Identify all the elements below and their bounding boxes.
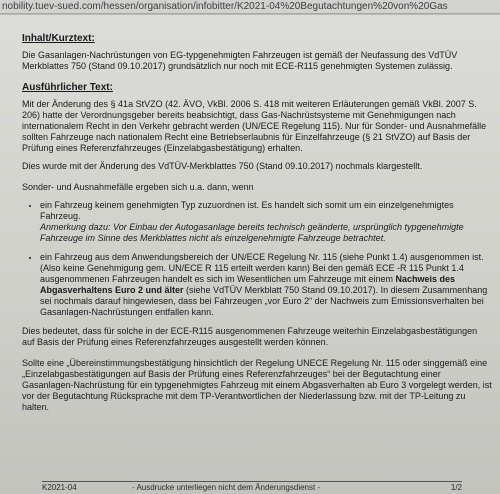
document-content <box>22 33 492 420</box>
paragraph-3: Sonder- und Ausnahmefälle ergeben sich u.a. dann, wenn <box>22 182 254 192</box>
case-list <box>22 200 492 318</box>
list-item <box>40 252 492 318</box>
footer-note: - Ausdrucke unterliegen nicht dem Änderungsdienst - <box>132 483 321 492</box>
document-page <box>0 15 500 494</box>
bullet-1-note: Anmerkung dazu: Vor Einbau der Autogasanlage bereits technisch geänderte, ursprünglich typgenehmigte Fahrzeuge im Sinne des Merkblattes nicht als einzelgenehmigte Fahrzeuge betrachtet. <box>40 222 464 243</box>
paragraph-2: Dies wurde mit der Änderung des VdTÜV-Merkblattes 750 (Stand 09.10.2017) nochmals klargestellt. <box>22 161 423 171</box>
paragraph-4: Dies bedeutet, dass für solche in der ECE-R115 ausgenommenen Fahrzeuge weiterhin Einzelabgasbestätigungen auf Basis der Prüfung eines Referenzfahrzeuges ausgestellt werden können. <box>22 326 478 347</box>
footer-page-number: 1/2 <box>450 483 462 492</box>
paragraph-5: Sollte eine „Übereinstimmungsbestätigung hinsichtlich der Regelung UNECE Regelung Nr. 115 oder singgemäß eine „Einzelabgasbestätigungen auf Basis der Prüfung eines Referenzfahrzeuges“ bei der Begutachtung einer Gasanlagen-Nachrüstung für ein typgenehmigtes Fahrzeug mit einem Abgasverhalten ab Euro 3 vorgelegt werden, ist vor der Begutachtung Rücksprache mit dem TP-Verantwortlichen der Niederlassung bzw. mit der TP-Leitung zu halten. <box>22 358 492 412</box>
footer-doc-id: K2021-04 <box>42 483 77 492</box>
paragraph-1: Mit der Änderung des § 41a StVZO (42. ÄVO, VkBl. 2006 S. 418 mit weiteren Erläuterungen gemäß VkBl. 2007 S. 206) hatte der Verordnungsgeber bereits beabsichtigt, dass Gas-Nachrüstsysteme mit Genehmigungen nach internationalem Recht in den Verkehr gebracht werden (UN/ECE Regelung 115). Nur für Sonder- und Ausnahmefälle sollten Fahrzeuge nach nationalem Recht eine Betriebserlaubnis für Einzelfahrzeuge (§ 21 StVZO) auf Basis der Prüfung eines Referenzfahrzeuges (Einzelabgasbestätigung) erhalten. <box>22 99 487 153</box>
url-text: nobility.tuev-sued.com/hessen/organisation/infobitter/K2021-04%20Begutachtungen%20von%20Gas <box>2 1 448 12</box>
inhalt-heading: Inhalt/Kurztext: <box>22 33 95 44</box>
list-item <box>40 200 492 244</box>
bullet-1-text: ein Fahrzeug keinem genehmigten Typ zuzuordnen ist. Es handelt sich somit um ein einzelgenehmigtes Fahrzeug. <box>40 200 454 221</box>
bullet-2-text-a: ein Fahrzeug aus dem Anwendungsbereich der UN/ECE Regelung Nr. 115 (siehe Punkt 1.4) ausgenommen ist. (Also keine Genehmigung gem. UN/ECE R 115 erteilt werden kann) Bei den gemäß ECE -R 115 Punkt 1.4 ausgenommenen Fahrzeugen handelt es sich im Wesentlichen um Fahrzeuge mit einem <box>40 252 484 284</box>
bullet-2-text-b: (siehe VdTÜV Merkblatt 750 Stand 09.10.2017). In diesem Zusammenhang sei nochmals darauf hingewiesen, dass bei Fahrzeugen „vor Euro 2“ der Nachweis zum Emissionsverhalten bei Gasanlagen-Nachrüstungen entfallen kann. <box>40 285 488 317</box>
url-bar[interactable] <box>0 0 500 14</box>
inhalt-text: Die Gasanlagen-Nachrüstungen von EG-typgenehmigten Fahrzeugen ist gemäß der Neufassung des VdTÜV Merkblattes 750 (Stand 09.10.2017) grundsätzlich nur noch mit ECE-R115 genehmigten Systemen zulässig. <box>22 50 458 71</box>
page-footer <box>42 481 462 494</box>
bullet-2-text-bold: Nachweis des Abgasverhaltens Euro 2 und älter <box>40 274 456 295</box>
ausfuehrlich-heading: Ausführlicher Text: <box>22 82 113 93</box>
